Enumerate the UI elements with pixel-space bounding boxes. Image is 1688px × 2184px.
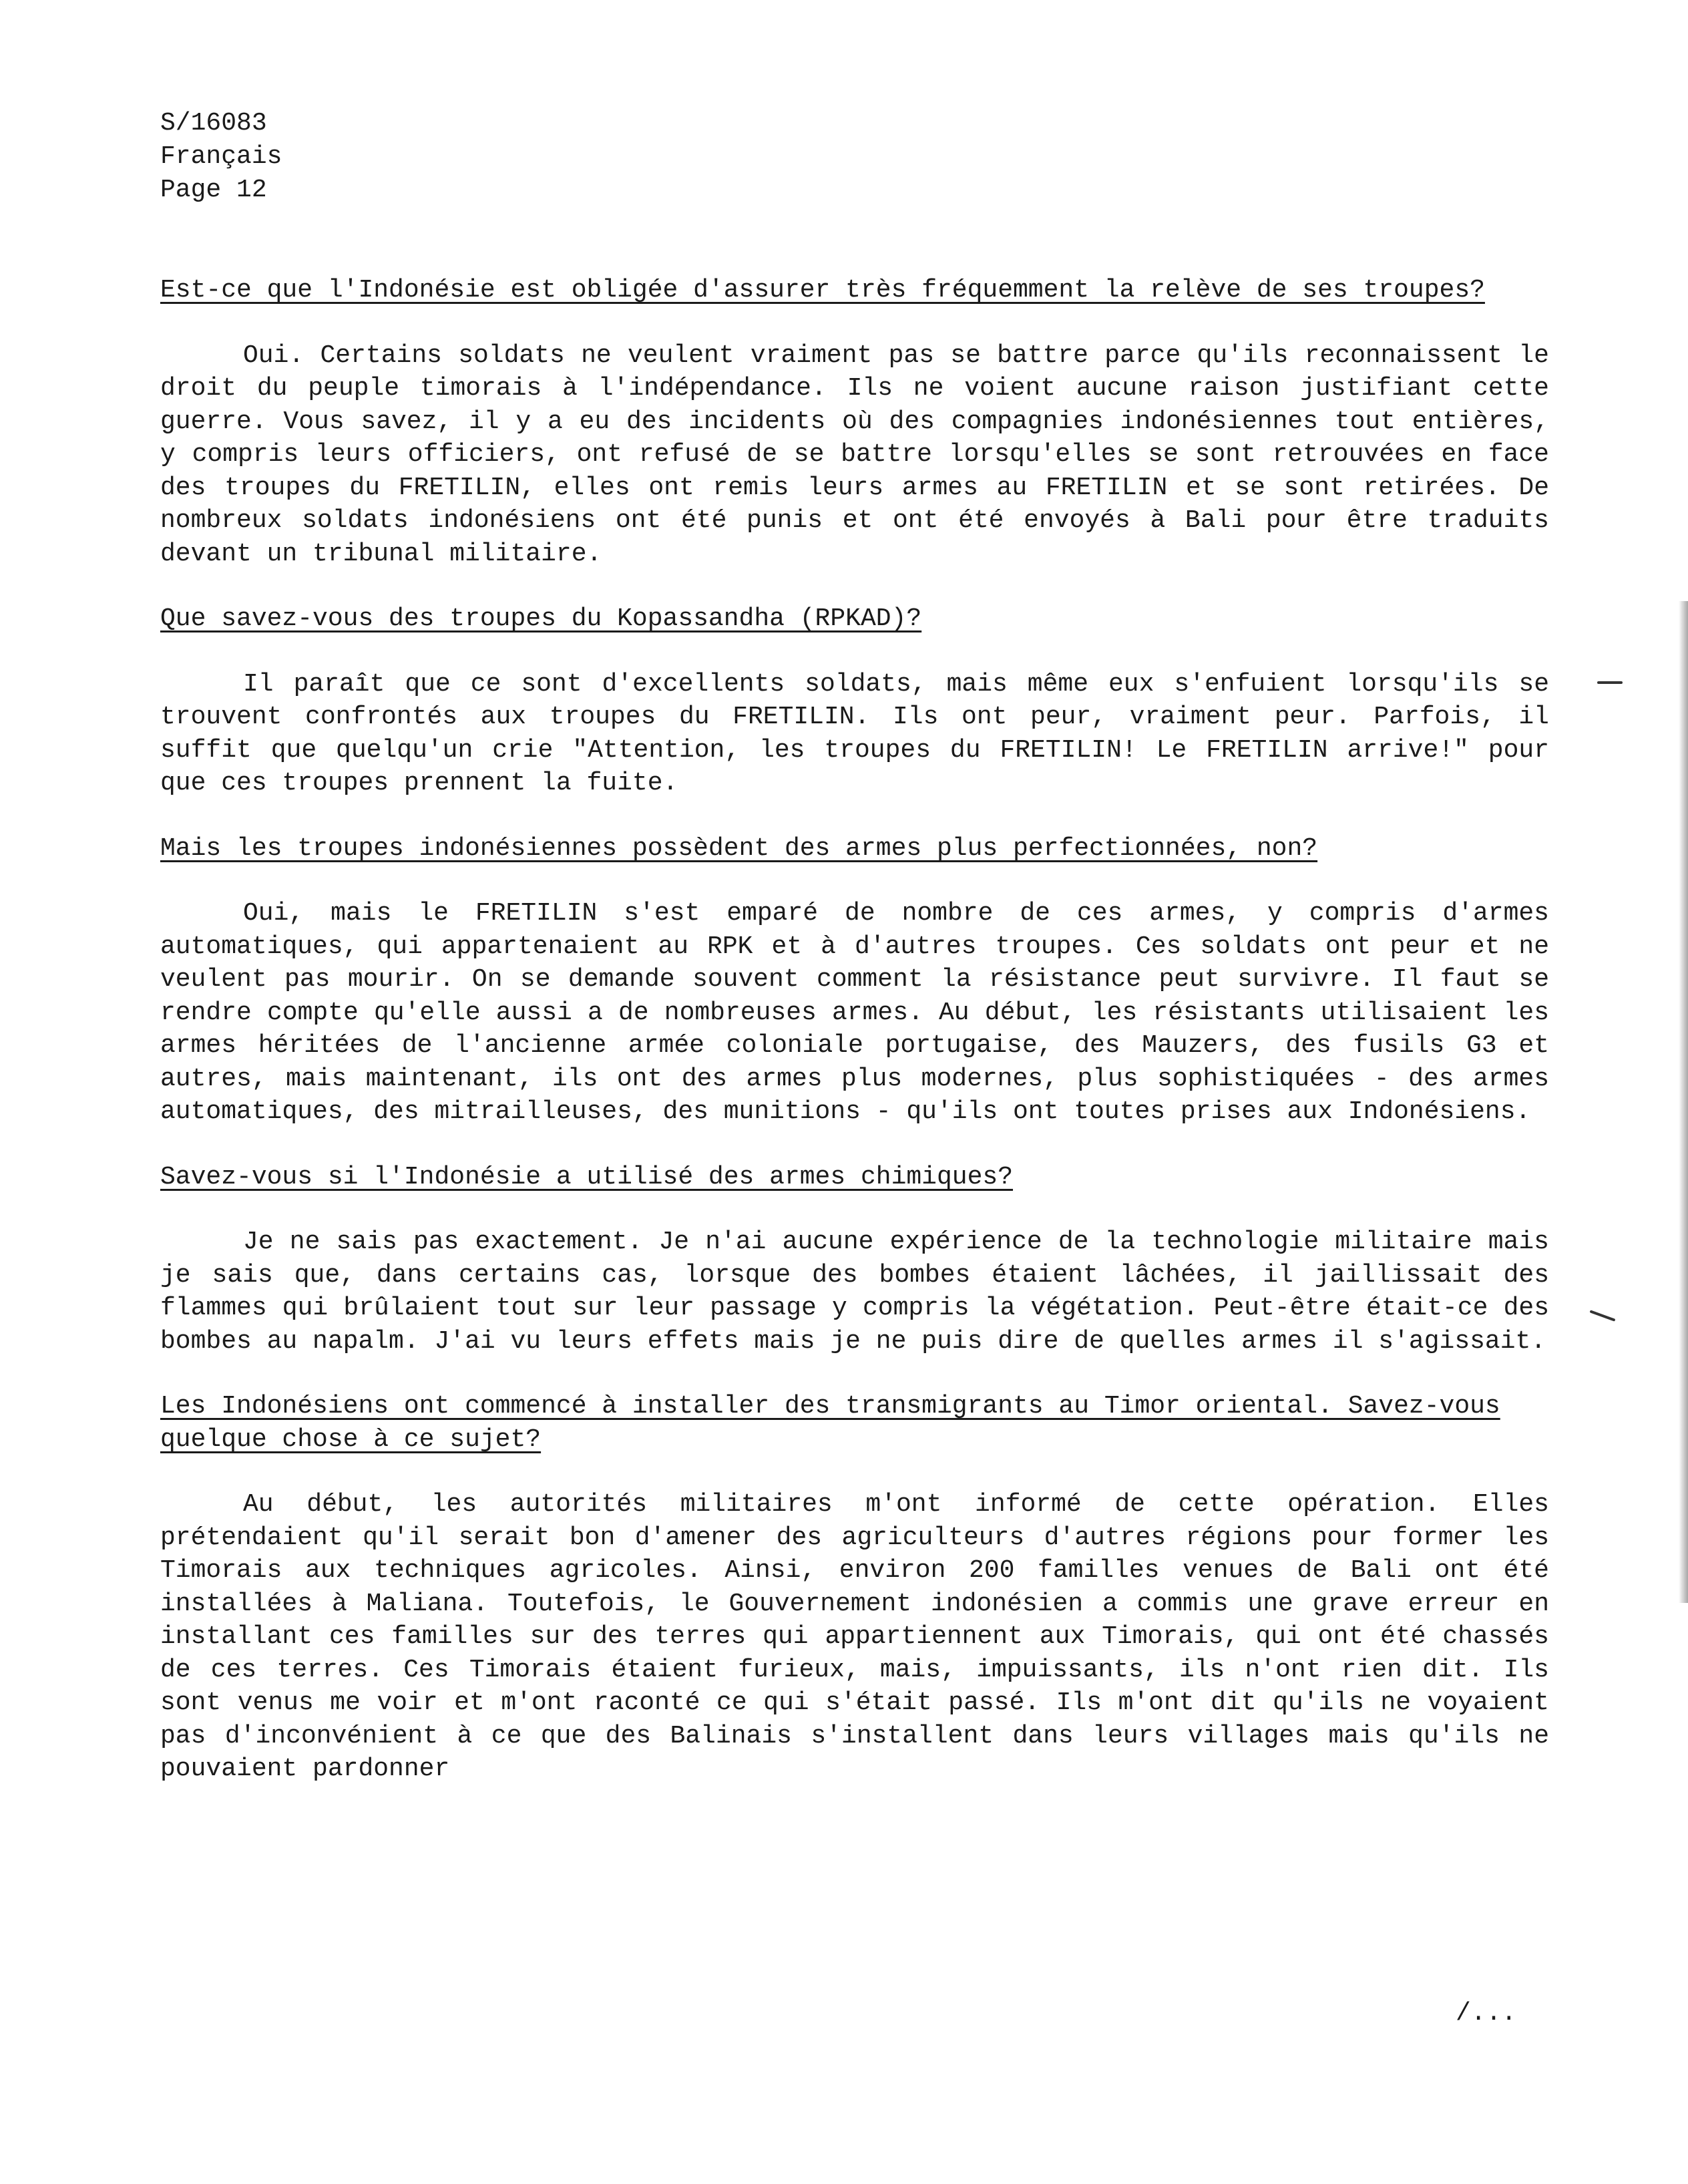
- question-2: Que savez-vous des troupes du Kopassandha (RPKAD)?: [160, 604, 922, 633]
- question-1: Est-ce que l'Indonésie est obligée d'assurer très fréquemment la relève de ses troupes?: [160, 276, 1485, 305]
- document-symbol: S/16083: [160, 109, 267, 138]
- question-3: Mais les troupes indonésiennes possèdent des armes plus perfectionnées, non?: [160, 834, 1318, 863]
- question-5: Les Indonésiens ont commencé à installer des transmigrants au Timor oriental. Savez-vous quelque chose à ce sujet?: [160, 1392, 1500, 1454]
- scan-mark: [1597, 681, 1623, 684]
- answer-3: Oui, mais le FRETILIN s'est emparé de nombre de ces armes, y compris d'armes automatiques, qui appartenaient au RPK et à d'autres troupes. Ces soldats ont peur et ne veulent pas mourir. On se demande souvent comment la résistance peut survivre. Il faut se rendre compte qu'elle aussi a de nombreuses armes. Au début, les résistants utilisaient les armes héritées de l'ancienne armée coloniale portugaise, des Mauzers, des fusils G3 et autres, mais maintenant, ils ont des armes plus modernes, plus sophistiquées - des armes automatiques, des mitrailleuses, des munitions - qu'ils ont toutes prises aux Indonésiens.: [160, 899, 1549, 1126]
- question-4: Savez-vous si l'Indonésie a utilisé des armes chimiques?: [160, 1162, 1014, 1192]
- page-number: Page 12: [160, 176, 267, 204]
- document-language: Français: [160, 142, 282, 171]
- answer-2: Il paraît que ce sont d'excellents soldats, mais même eux s'enfuient lorsqu'ils se trouvent confrontés aux troupes du FRETILIN. Ils ont peur, vraiment peur. Parfois, il suffit que quelqu'un crie "Attention, les troupes du FRETILIN! Le FRETILIN arrive!" pour que ces troupes prennent la fuite.: [160, 669, 1549, 797]
- answer-1: Oui. Certains soldats ne veulent vraiment pas se battre parce qu'ils reconnaissent le droit du peuple timorais à l'indépendance. Ils ne voient aucune raison justifiant cette guerre. Vous savez, il y a eu des incidents où des compagnies indonésiennes tout entières, y compris leurs officiers, ont refusé de se battre lorsqu'elles se sont retrouvées en face des troupes du FRETILIN, elles ont remis leurs armes au FRETILIN et se sont retirées. De nombreux soldats indonésiens ont été punis et ont été envoyés à Bali pour être traduits devant un tribunal militaire.: [160, 341, 1549, 568]
- document-header: [160, 107, 282, 207]
- document-body: [160, 274, 1549, 1818]
- continuation-marker: /...: [1456, 1999, 1517, 2028]
- answer-4: Je ne sais pas exactement. Je n'ai aucune expérience de la technologie militaire mais je sais que, dans certains cas, lorsque des bombes étaient lâchées, il jaillissait des flammes qui brûlaient tout sur leur passage y compris la végétation. Peut-être était-ce des bombes au napalm. J'ai vu leurs effets mais je ne puis dire de quelles armes il s'agissait.: [160, 1228, 1549, 1356]
- scan-edge-artifact: [1679, 601, 1688, 1603]
- scan-mark: [1590, 1310, 1616, 1321]
- answer-5: Au début, les autorités militaires m'ont informé de cette opération. Elles prétendaient qu'il serait bon d'amener des agriculteurs d'autres régions pour former les Timorais aux techniques agricoles. Ainsi, environ 200 familles venues de Bali ont été installées à Maliana. Toutefois, le Gouvernement indonésien a commis une grave erreur en installant ces familles sur des terres qui appartiennent aux Timorais, qui ont été chassés de ces terres. Ces Timorais étaient furieux, mais, impuissants, ils n'ont rien dit. Ils sont venus me voir et m'ont raconté ce qui s'était passé. Ils m'ont dit qu'ils ne voyaient pas d'inconvénient à ce que des Balinais s'installent dans leurs villages mais qu'ils ne pouvaient pardonner: [160, 1490, 1549, 1783]
